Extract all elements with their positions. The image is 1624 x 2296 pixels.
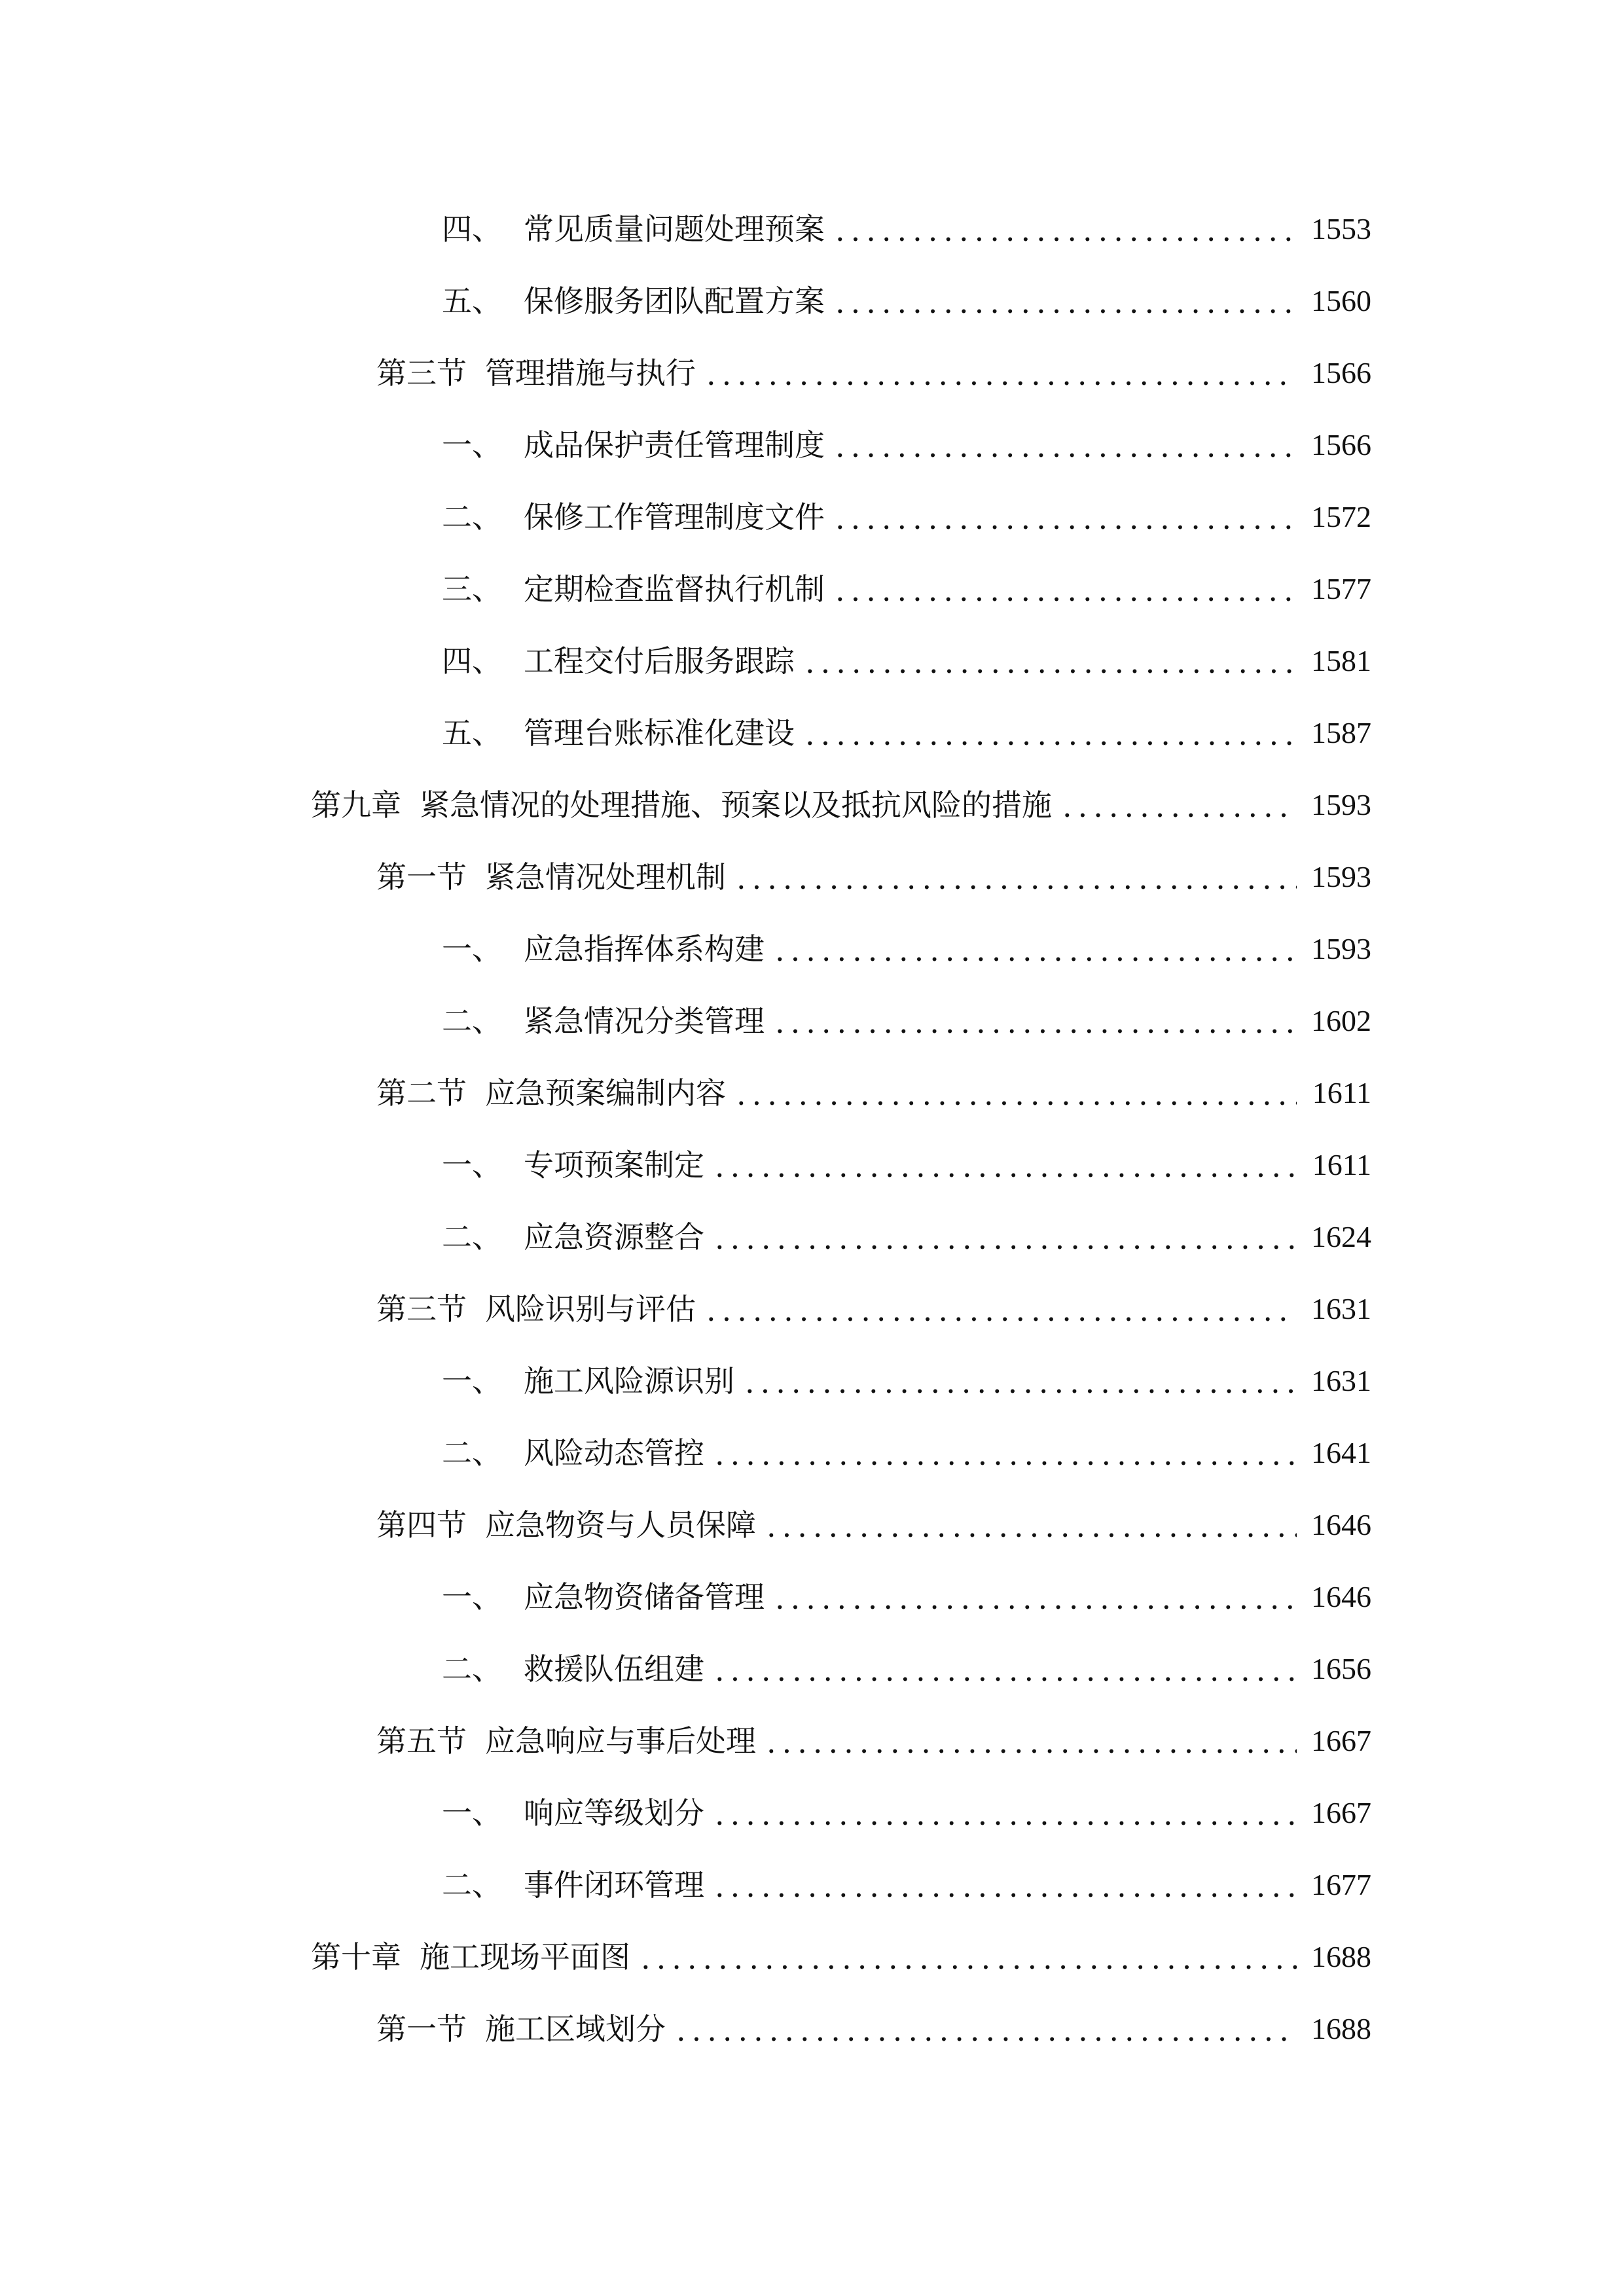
toc-entry-page-number: 1553 (1311, 212, 1371, 245)
dot-leader (835, 287, 1297, 317)
toc-entry[interactable] (0, 409, 1371, 481)
toc-entry-page-number: 1593 (1311, 860, 1371, 893)
toc-entry-number: 二、 (442, 1435, 502, 1471)
toc-entry[interactable] (0, 625, 1371, 697)
toc-entry-title: 应急资源整合 (524, 1219, 704, 1255)
toc-entry[interactable] (0, 697, 1371, 769)
toc-entry-page-number: 1667 (1311, 1724, 1371, 1757)
dot-leader (835, 215, 1297, 245)
dot-leader (805, 647, 1297, 677)
toc-entry-page-number: 1688 (1311, 2012, 1371, 2045)
toc-entry-number: 二、 (442, 499, 502, 535)
dot-leader (736, 863, 1297, 893)
toc-entry-title: 施工风险源识别 (524, 1363, 734, 1399)
toc-entry-page-number: 1641 (1311, 1436, 1371, 1469)
toc-entry-number: 二、 (442, 1651, 502, 1687)
toc-entry[interactable] (0, 1633, 1371, 1705)
toc-entry-page-number: 1593 (1311, 788, 1371, 821)
dot-leader (715, 1799, 1297, 1829)
table-of-contents (0, 193, 1624, 2065)
toc-entry-page-number: 1566 (1311, 428, 1371, 461)
dot-leader (775, 1007, 1297, 1037)
toc-entry-number: 三、 (442, 571, 502, 607)
dot-leader (706, 1295, 1297, 1325)
toc-entry-page-number: 1624 (1311, 1220, 1371, 1253)
toc-entry-title: 专项预案制定 (524, 1147, 704, 1183)
dot-leader (767, 1727, 1297, 1757)
toc-entry-title: 常见质量问题处理预案 (524, 211, 825, 247)
toc-entry-number: 一、 (442, 1579, 502, 1615)
toc-entry-title: 定期检查监督执行机制 (524, 571, 825, 607)
dot-leader (835, 575, 1297, 605)
toc-entry[interactable] (0, 1705, 1371, 1777)
toc-entry-number: 一、 (442, 427, 502, 463)
toc-entry[interactable] (0, 1201, 1371, 1273)
toc-entry-number: 二、 (442, 1867, 502, 1903)
toc-entry[interactable] (0, 1777, 1371, 1849)
toc-entry-number: 五、 (442, 283, 502, 319)
toc-entry-page-number: 1560 (1311, 284, 1371, 317)
toc-entry-title: 施工现场平面图 (420, 1939, 630, 1975)
dot-leader (745, 1367, 1297, 1397)
toc-entry[interactable] (0, 1849, 1371, 1921)
toc-entry-number: 五、 (442, 715, 502, 751)
toc-entry-number: 第二节 (376, 1075, 467, 1111)
dot-leader (736, 1079, 1297, 1109)
toc-entry-page-number: 1587 (1311, 716, 1371, 749)
dot-leader (715, 1871, 1297, 1901)
toc-entry-number: 第一节 (376, 859, 467, 895)
toc-entry[interactable] (0, 1561, 1371, 1633)
toc-entry-title: 应急物资与人员保障 (485, 1507, 756, 1543)
toc-entry-number: 一、 (442, 931, 502, 967)
toc-entry[interactable] (0, 481, 1371, 553)
toc-entry-title: 风险动态管控 (524, 1435, 704, 1471)
toc-entry-title: 管理措施与执行 (485, 355, 696, 391)
toc-entry[interactable] (0, 337, 1371, 409)
toc-entry-page-number: 1667 (1311, 1796, 1371, 1829)
toc-entry-title: 应急预案编制内容 (485, 1075, 726, 1111)
dot-leader (805, 719, 1297, 749)
dot-leader (767, 1511, 1297, 1541)
toc-entry-number: 二、 (442, 1003, 502, 1039)
toc-entry-page-number: 1688 (1311, 1940, 1371, 1973)
toc-entry-title: 响应等级划分 (524, 1795, 704, 1831)
dot-leader (835, 503, 1297, 533)
dot-leader (715, 1439, 1297, 1469)
toc-entry-page-number: 1631 (1311, 1364, 1371, 1397)
toc-entry-title: 风险识别与评估 (485, 1291, 696, 1327)
toc-entry-title: 紧急情况的处理措施、预案以及抵抗风险的措施 (420, 787, 1052, 823)
toc-entry-page-number: 1611 (1312, 1148, 1371, 1181)
toc-entry[interactable] (0, 553, 1371, 625)
toc-entry-number: 一、 (442, 1363, 502, 1399)
dot-leader (706, 359, 1297, 389)
toc-entry-number: 四、 (442, 211, 502, 247)
toc-entry-title: 事件闭环管理 (524, 1867, 704, 1903)
toc-entry-title: 紧急情况处理机制 (485, 859, 726, 895)
toc-entry-page-number: 1581 (1311, 644, 1371, 677)
dot-leader (835, 431, 1297, 461)
toc-entry-number: 一、 (442, 1147, 502, 1183)
toc-entry-number: 第四节 (376, 1507, 467, 1543)
toc-entry[interactable] (0, 193, 1371, 265)
toc-entry[interactable] (0, 1993, 1371, 2065)
toc-entry-title: 应急物资储备管理 (524, 1579, 765, 1615)
toc-entry-page-number: 1677 (1311, 1868, 1371, 1901)
toc-entry-page-number: 1577 (1311, 572, 1371, 605)
toc-entry-page-number: 1646 (1311, 1508, 1371, 1541)
dot-leader (1062, 791, 1297, 821)
toc-entry-title: 保修服务团队配置方案 (524, 283, 825, 319)
dot-leader (775, 1583, 1297, 1613)
toc-entry[interactable] (0, 265, 1371, 337)
toc-entry[interactable] (0, 1417, 1371, 1489)
toc-entry-number: 第三节 (376, 1291, 467, 1327)
toc-entry-page-number: 1602 (1311, 1004, 1371, 1037)
toc-entry-title: 工程交付后服务跟踪 (524, 643, 795, 679)
toc-entry-title: 应急响应与事后处理 (485, 1723, 756, 1759)
toc-entry-page-number: 1631 (1311, 1292, 1371, 1325)
toc-entry-number: 第十章 (311, 1939, 401, 1975)
toc-entry-number: 四、 (442, 643, 502, 679)
toc-entry-page-number: 1572 (1311, 500, 1371, 533)
toc-entry-page-number: 1611 (1312, 1076, 1371, 1109)
toc-entry-page-number: 1656 (1311, 1652, 1371, 1685)
toc-entry-title: 成品保护责任管理制度 (524, 427, 825, 463)
toc-entry[interactable] (0, 1273, 1371, 1345)
toc-entry[interactable] (0, 769, 1371, 841)
toc-entry-title: 管理台账标准化建设 (524, 715, 795, 751)
toc-entry-page-number: 1566 (1311, 356, 1371, 389)
toc-entry[interactable] (0, 985, 1371, 1057)
toc-entry[interactable] (0, 1921, 1371, 1993)
toc-entry[interactable] (0, 1129, 1371, 1201)
toc-entry-page-number: 1646 (1311, 1580, 1371, 1613)
toc-entry-title: 救援队伍组建 (524, 1651, 704, 1687)
toc-entry-title: 保修工作管理制度文件 (524, 499, 825, 535)
toc-entry[interactable] (0, 1489, 1371, 1561)
toc-entry-number: 第五节 (376, 1723, 467, 1759)
toc-entry-number: 二、 (442, 1219, 502, 1255)
dot-leader (715, 1151, 1297, 1181)
toc-entry[interactable] (0, 841, 1371, 913)
toc-entry[interactable] (0, 1057, 1371, 1129)
toc-entry-title: 紧急情况分类管理 (524, 1003, 765, 1039)
dot-leader (676, 2015, 1297, 2045)
dot-leader (775, 935, 1297, 965)
toc-entry-number: 第一节 (376, 2011, 467, 2047)
toc-entry-title: 施工区域划分 (485, 2011, 666, 2047)
dot-leader (715, 1655, 1297, 1685)
dot-leader (641, 1943, 1297, 1973)
toc-entry[interactable] (0, 1345, 1371, 1417)
toc-entry-number: 第三节 (376, 355, 467, 391)
toc-entry-page-number: 1593 (1311, 932, 1371, 965)
toc-entry[interactable] (0, 913, 1371, 985)
toc-entry-number: 一、 (442, 1795, 502, 1831)
toc-entry-title: 应急指挥体系构建 (524, 931, 765, 967)
toc-entry-number: 第九章 (311, 787, 401, 823)
dot-leader (715, 1223, 1297, 1253)
